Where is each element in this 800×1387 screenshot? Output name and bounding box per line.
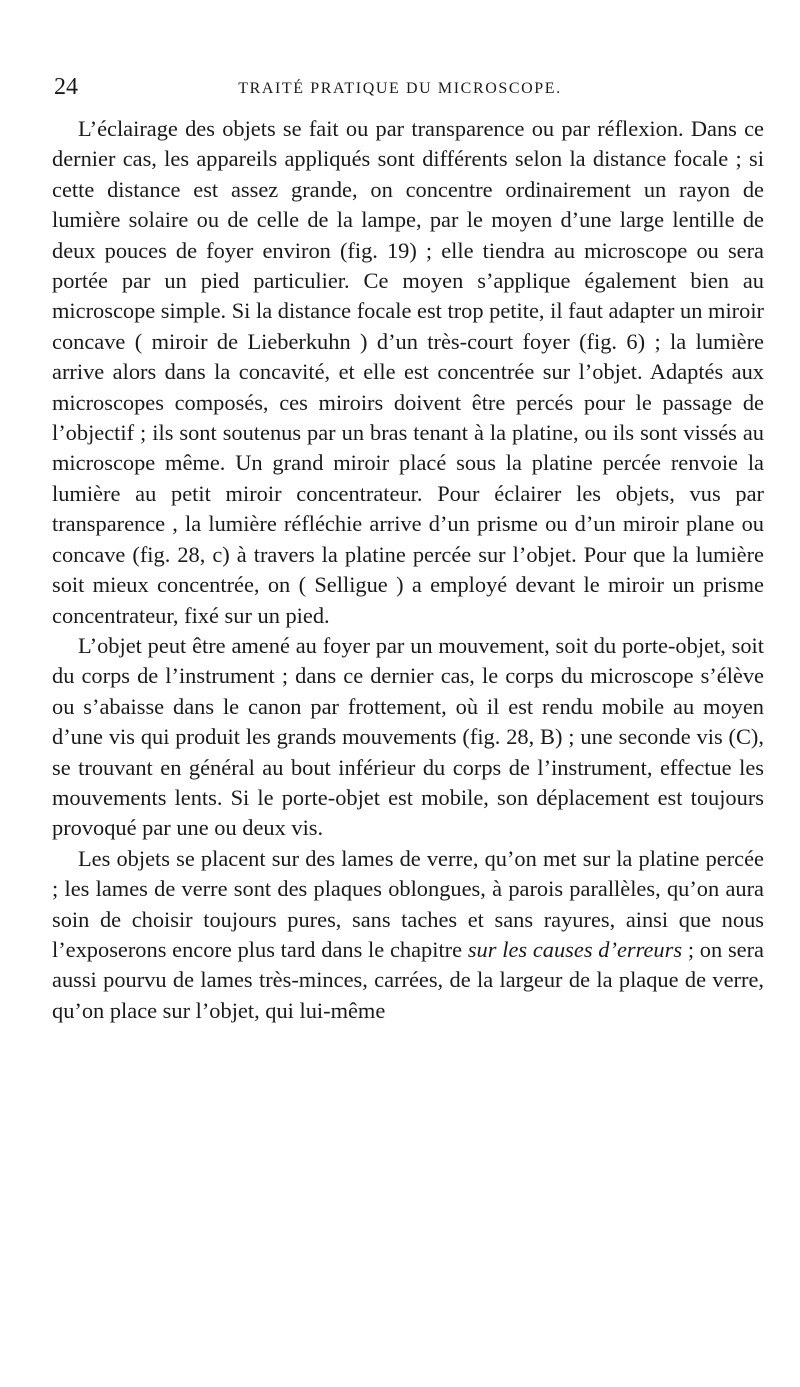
page-body [52,114,764,1026]
running-title: TRAITÉ PRATIQUE DU MICROSCOPE. [238,80,562,97]
paragraph-illumination: L’éclairage des objets se fait ou par transparence ou par réflexion. Dans ce dernier cas, les appareils appliqués sont différents selon la distance focale ; si cette distance est assez grande, on concentre ordinairement un rayon de lumière solaire ou de celle de la lampe, par le moyen d’une large lentille de deux pouces de foyer environ (fig. 19) ; elle tiendra au microscope ou sera portée par un pied particulier. Ce moyen s’applique également bien au microscope simple. Si la distance focale est trop petite, il faut adapter un miroir concave ( miroir de Lieberkuhn ) d’un très-court foyer (fig. 6) ; la lumière arrive alors dans la concavité, et elle est concentrée sur l’objet. Adaptés aux microscopes composés, ces miroirs doivent être percés pour le passage de l’objectif ; ils sont soutenus par un bras tenant à la platine, ou ils sont vissés au microscope même. Un grand miroir placé sous la platine percée renvoie la lumière au petit miroir concentrateur. Pour éclairer les objets, vus par transparence , la lumière réfléchie arrive d’un prisme ou d’un miroir plane ou concave (fig. 28, c) à travers la platine percée sur l’objet. Pour que la lumière soit mieux concentrée, on ( Selligue ) a employé devant le miroir un prisme concentrateur, fixé sur un pied. [52,116,764,628]
page-header [0,74,800,104]
paragraph-focusing: L’objet peut être amené au foyer par un mouvement, soit du porte-objet, soit du corps de l’instrument ; dans ce dernier cas, le corps du microscope s’élève ou s’abaisse dans le canon par frottement, où il est rendu mobile au moyen d’une vis qui produit les grands mouvements (fig. 28, B) ; une seconde vis (C), se trouvant en général au bout inférieur du corps de l’instrument, effectue les mouvements lents. Si le porte-objet est mobile, son déplacement est toujours provoqué par une ou deux vis. [52,632,764,841]
page-number: 24 [54,74,78,100]
paragraph-glass-slides-text-before: Les objets se placent sur des lames de verre, qu’on met sur la platine percée ; les lames de verre sont des plaques oblongues, à parois parallèles, qu’on aura soin de choisir toujours pures, sans taches et sans rayures, ainsi que nous l’exposerons encore plus tard dans le chapitre [52,845,764,962]
paragraph-glass-slides-text-after: ; on sera aussi pourvu de lames très-minces, carrées, de la largeur de la plaque de verre, qu’on place sur l’objet, qui lui-même [52,936,764,1023]
paragraph-glass-slides [52,844,764,1026]
chapter-title-reference: sur les causes d’erreurs [467,936,683,962]
